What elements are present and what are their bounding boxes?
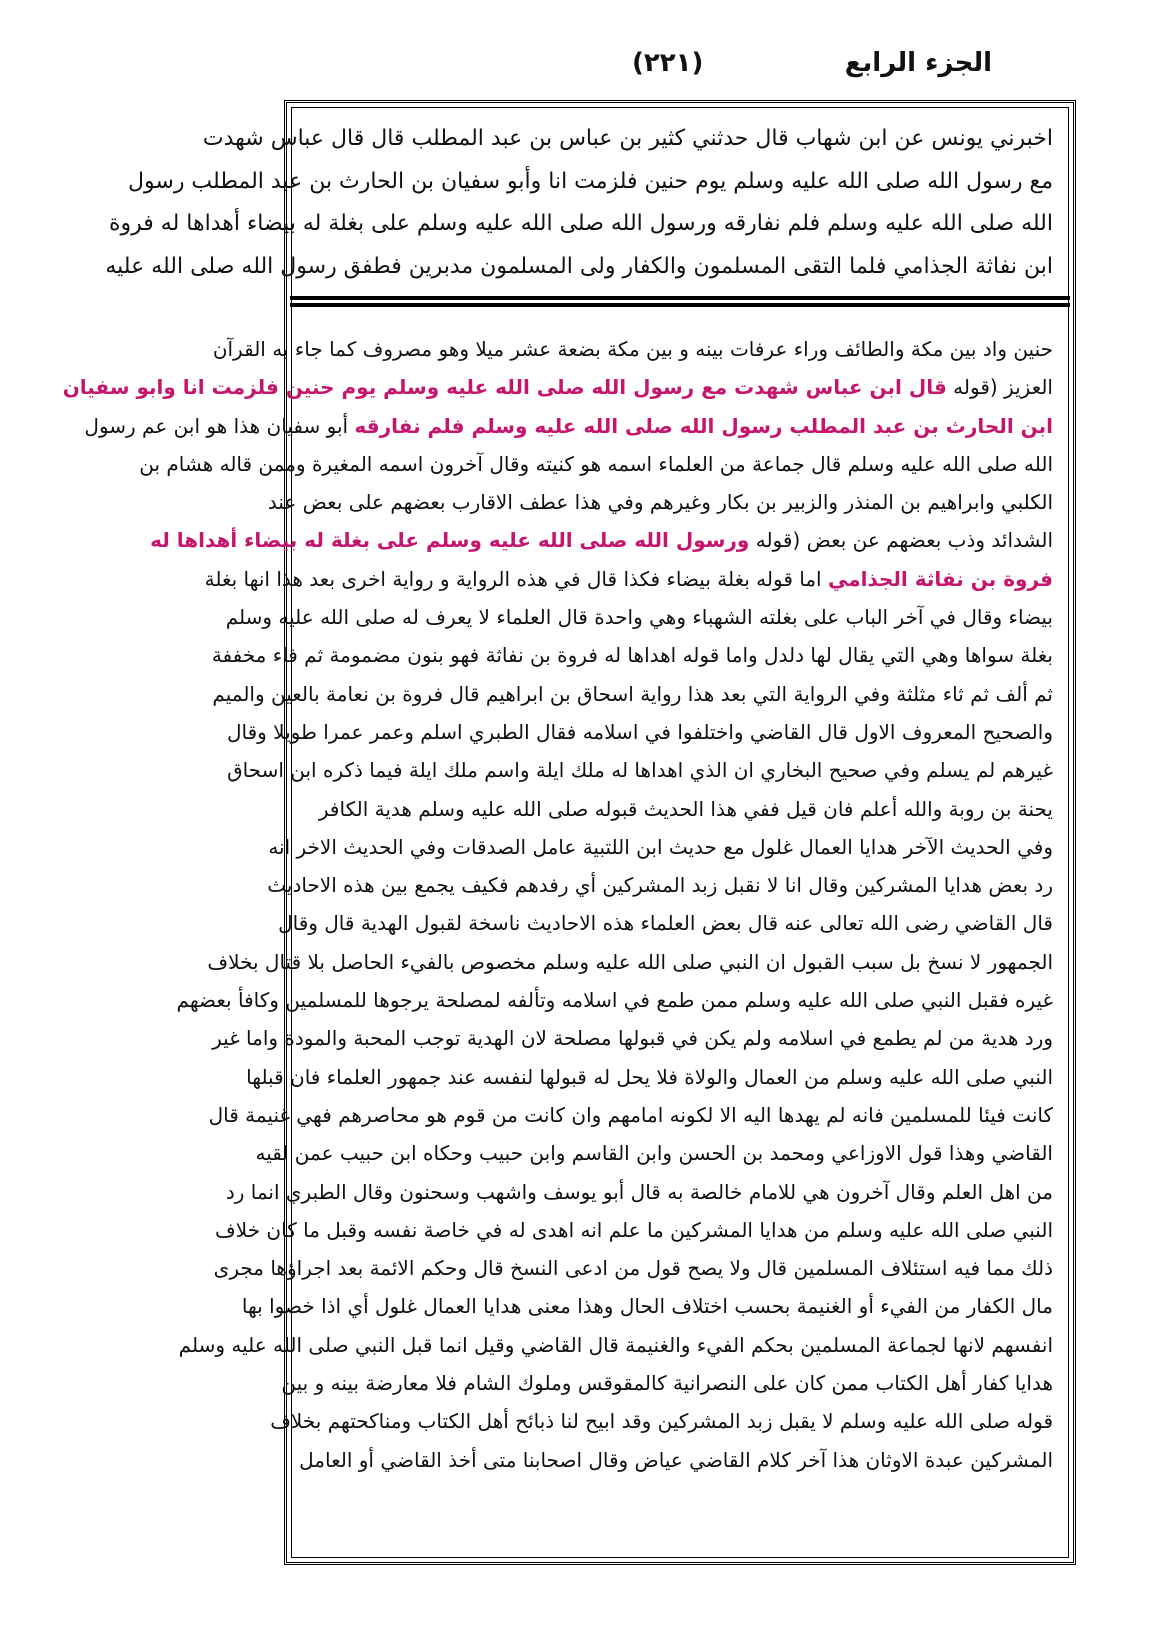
commentary-line — [150, 521, 1053, 559]
commentary-text — [62, 330, 1053, 1479]
commentary-phrase: ورد هدية من لم يطمع في اسلامه ولم يكن في قبولها مصلحة لان الهدية توجب المحبة والمودة واما غير — [212, 1026, 1053, 1051]
commentary-phrase: رد بعض هدايا المشركين وقال انا لا نقبل زبد المشركين أي رفدهم فكيف يجمع بين هذه الاحاديث — [267, 873, 1053, 898]
commentary-phrase: قوله صلى الله عليه وسلم لا يقبل زبد المشركين وقد ابيح لنا ذبائح أهل الكتاب ومناكحتهم بخلاف — [270, 1409, 1053, 1434]
hadith-line: اخبرني يونس عن ابن شهاب قال حدثني كثير بن عباس بن عبد المطلب قال قال عباس شهدت — [202, 126, 1053, 151]
section-divider-top — [290, 296, 1070, 300]
quoted-hadith-phrase: فروة بن نفاثة الجذامي — [827, 566, 1053, 591]
commentary-line — [308, 790, 1053, 828]
commentary-line — [246, 1058, 1053, 1096]
commentary-phrase: الجمهور لا نسخ بل سبب القبول ان النبي صلى الله عليه وسلم مخصوص بالفيء الحاصل بلا قتال بخلاف — [207, 949, 1053, 974]
commentary-line — [176, 981, 1053, 1019]
commentary-phrase: غيرهم لم يسلم وفي صحيح البخاري ان الذي اهداها له ملك ايلة واسم ملك ايلة فيما ذكره ابن اسحاق — [227, 758, 1053, 783]
commentary-phrase: أبو سفيان هذا هو ابن عم رسول — [84, 413, 355, 438]
commentary-line — [212, 330, 1053, 368]
commentary-line — [212, 675, 1053, 713]
commentary-line — [207, 943, 1053, 981]
commentary-phrase: الله صلى الله عليه وسلم قال جماعة من العلماء اسمه هو كنيته وقال آخرون اسمه المغيرة وممن قاله هشام بن — [139, 451, 1053, 476]
commentary-line — [215, 1211, 1053, 1249]
commentary-phrase: النبي صلى الله عليه وسلم من العمال والولاة فلا يحل له قبولها لنفسه عند جمهور العلماء فان قبلها — [246, 1064, 1053, 1089]
commentary-phrase: والصحيح المعروف الاول قال القاضي واختلفوا في اسلامه فقال الطبري اسلم وعمر عمرا طويلا وقال — [226, 719, 1053, 744]
quoted-hadith-phrase: ابن الحارث بن عبد المطلب رسول الله صلى الله عليه وسلم فلم نفارقه — [354, 413, 1053, 438]
commentary-line — [225, 1173, 1053, 1211]
commentary-phrase: ذلك مما فيه استئلاف المسلمين قال ولا يصح قول من ادعى النسخ قال وحكم الائمة بعد اجراؤها مجرى — [213, 1256, 1053, 1281]
hadith-line: الله صلى الله عليه وسلم فلم نفارقه ورسول الله صلى الله عليه وسلم على بغلة له بيضاء أهداها له فروة — [109, 211, 1053, 236]
commentary-line — [241, 1287, 1053, 1325]
commentary-phrase: من اهل العلم وقال آخرون هي للامام خالصة به قال أبو يوسف واشهب وسحنون وقال الطبري انما رد — [225, 1179, 1053, 1204]
commentary-line — [226, 713, 1053, 751]
commentary-phrase: اما قوله بغلة بيضاء فكذا قال في هذه الرواية و رواية اخرى بعد هذا انها بغلة — [204, 566, 828, 591]
commentary-phrase: بيضاء وقال في آخر الباب على بغلته الشهباء وهي واحدة قال العلماء لا يعرف له صلى الله عليه وسلم — [225, 605, 1053, 630]
commentary-phrase: العزيز (قوله — [946, 375, 1053, 400]
commentary-line — [227, 751, 1053, 789]
commentary-line — [268, 828, 1053, 866]
commentary-phrase: قال القاضي رضى الله تعالى عنه قال بعض العلماء هذه الاحاديث ناسخة لقبول الهدية قال وقال — [278, 911, 1053, 936]
page-number: (٢٢١) — [632, 48, 704, 78]
hadith-text — [105, 118, 1053, 288]
commentary-line — [267, 866, 1053, 904]
commentary-phrase: الكلبي وابراهيم بن المنذر والزبير بن بكار وغيرهم وفي هذا عطف الاقارب بعضهم على بعض عند — [267, 490, 1053, 515]
commentary-line — [281, 1364, 1053, 1402]
commentary-phrase: حنين واد بين مكة والطائف وراء عرفات بينه و بين مكة بضعة عشر ميلا وهو مصروف كما جاء به القرآن — [212, 337, 1053, 361]
part-title: الجزء الرابع — [844, 48, 992, 78]
quoted-hadith-phrase: ورسول الله صلى الله عليه وسلم على بغلة له بيضاء أهداها له — [150, 528, 750, 553]
commentary-line — [212, 1019, 1053, 1057]
commentary-line — [213, 1249, 1053, 1287]
commentary-line — [211, 636, 1053, 674]
commentary-phrase: بغلة سواها وهي التي يقال لها دلدل واما قوله اهداها له فروة بن نفاثة فهو بنون مضمومة ثم فاء مخففة — [211, 643, 1053, 668]
quoted-hadith-phrase: قال ابن عباس شهدت مع رسول الله صلى الله عليه وسلم يوم حنين فلزمت انا وابو سفيان — [62, 375, 947, 400]
commentary-line — [278, 904, 1053, 942]
commentary-line — [255, 1134, 1053, 1172]
hadith-line: مع رسول الله صلى الله عليه وسلم يوم حنين فلزمت انا وأبو سفيان بن الحارث بن عبد المطلب رسول — [128, 168, 1053, 194]
commentary-line — [178, 1326, 1053, 1364]
commentary-phrase: النبي صلى الله عليه وسلم من هدايا المشركين ما علم انه اهدى له في خاصة نفسه وقبل ما كان خلاف — [215, 1217, 1053, 1242]
commentary-phrase: هدايا كفار أهل الكتاب ممن كان على النصرانية كالمقوقس وملوك الشام فلا معارضة بينه و بين — [281, 1371, 1053, 1396]
commentary-phrase: المشركين عبدة الاوثان هذا آخر كلام القاضي عياض وقال اصحابنا متى أخذ القاضي أو العامل — [299, 1447, 1053, 1472]
commentary-phrase: كانت فيئا للمسلمين فانه لم يهدها اليه الا لكونه امامهم وان كانت من قوم هو محاصرهم فهي غنيمة قال — [208, 1102, 1053, 1127]
page-header — [282, 48, 1082, 92]
commentary-line — [225, 598, 1053, 636]
commentary-phrase: وفي الحديث الآخر هدايا العمال غلول مع حديث ابن اللتبية عامل الصدقات وفي الحديث الاخر انه — [268, 834, 1053, 859]
commentary-line — [270, 1402, 1053, 1440]
commentary-line — [299, 1441, 1053, 1479]
commentary-line — [62, 368, 1053, 406]
commentary-line — [139, 445, 1053, 483]
section-divider-bottom — [290, 303, 1070, 307]
commentary-line — [204, 560, 1053, 598]
commentary-phrase: يحنة بن روبة والله أعلم فان قيل ففي هذا الحديث قبوله صلى الله عليه وسلم هدية الكافر — [318, 796, 1053, 821]
commentary-phrase: انفسهم لانها لجماعة المسلمين بحكم الفيء والغنيمة قال القاضي وقيل انما قبل النبي صلى الله عليه وسلم — [178, 1332, 1053, 1357]
commentary-line — [267, 483, 1053, 521]
commentary-line — [208, 1096, 1053, 1134]
commentary-phrase: غيره فقبل النبي صلى الله عليه وسلم ممن طمع في اسلامه وتألفه لمصلحة يرجوها للمسلمين وكافأ بعضهم — [176, 988, 1053, 1013]
commentary-phrase: القاضي وهذا قول الاوزاعي ومحمد بن الحسن وابن القاسم وابن حبيب وحكاه ابن حبيب عمن لقيه — [255, 1141, 1053, 1166]
hadith-line: ابن نفاثة الجذامي فلما التقى المسلمون والكفار ولى المسلمون مدبرين فطفق رسول الله صلى الله عليه — [105, 253, 1053, 279]
commentary-phrase: ثم ألف ثم ثاء مثلثة وفي الرواية التي بعد هذا رواية اسحاق بن ابراهيم قال فروة بن نعامة بالعين والميم — [212, 681, 1053, 706]
commentary-phrase: الشدائد وذب بعضهم عن بعض (قوله — [749, 528, 1053, 553]
commentary-phrase: مال الكفار من الفيء أو الغنيمة بحسب اختلاف الحال وهذا معنى هدايا العمال غلول أي اذا خصوا بها — [241, 1294, 1053, 1319]
commentary-line — [84, 407, 1053, 445]
